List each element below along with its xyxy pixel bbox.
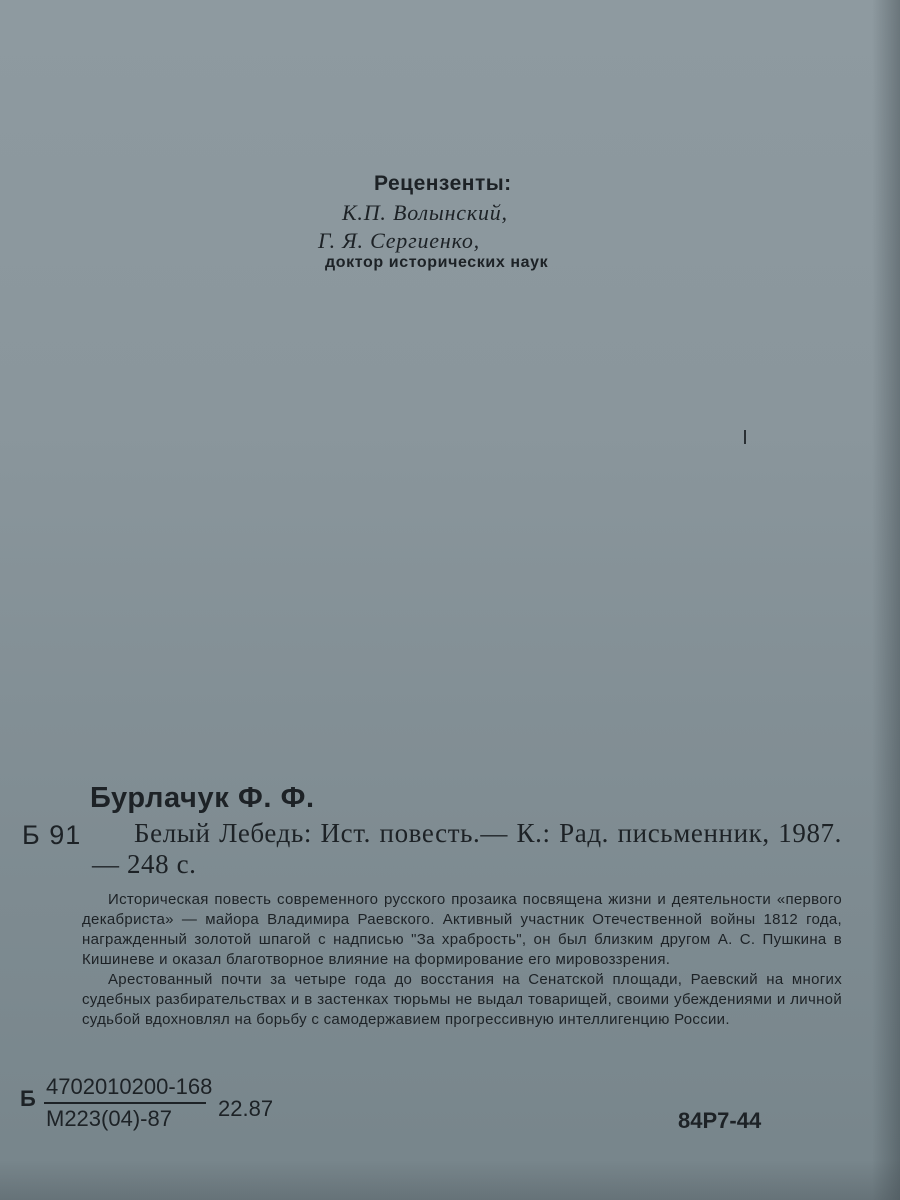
page-edge-shadow [872, 0, 900, 1200]
annotation-paragraph: Арестованный почти за четыре года до восстания на Сенатской площади, Раевский на многих судебных разбирательствах и в застенках тюрьмы не выдал товарищей, своими убеждениями и личной судьбой вдохновлял на борьбу с самодержавием прогрессивную интеллигенцию России. [82, 971, 842, 1028]
catalog-author: Бурлачук Ф. Ф. [90, 782, 315, 814]
annotation [82, 890, 842, 1030]
print-mark [744, 430, 746, 444]
index-letter: Б [20, 1086, 36, 1111]
fraction-bar [44, 1102, 206, 1104]
catalog-cipher: Б 91 [22, 820, 82, 850]
reviewer-degree: доктор исторических наук [325, 254, 549, 271]
reviewer-name: Г. Я. Сергиенко, [318, 228, 480, 253]
bibliographic-description: Белый Лебедь: Ист. повесть.— К.: Рад. письменник, 1987.— 248 с. [92, 818, 842, 879]
annotation-paragraph: Историческая повесть современного русского прозаика посвящена жизни и деятельности «первого декабриста» — майора Владимира Раевского. Активный участник Отечественной войны 1812 года, награжденный золотой шпагой с надписью "За храбрость", он был близким другом А. С. Пушкина в Кишиневе и оказал благотворное влияние на формирование его мировоззрения. [82, 891, 842, 968]
reviewer-name: К.П. Волынский, [342, 200, 508, 225]
bbk-code: 84Р7-44 [678, 1108, 762, 1133]
page-bottom-shadow [0, 1160, 900, 1200]
reviewers-title: Рецензенты: [374, 172, 512, 195]
price-code: 22.87 [218, 1096, 274, 1121]
index-code-bottom: М223(04)-87 [46, 1106, 172, 1131]
index-code-top: 4702010200-168 [46, 1074, 213, 1099]
